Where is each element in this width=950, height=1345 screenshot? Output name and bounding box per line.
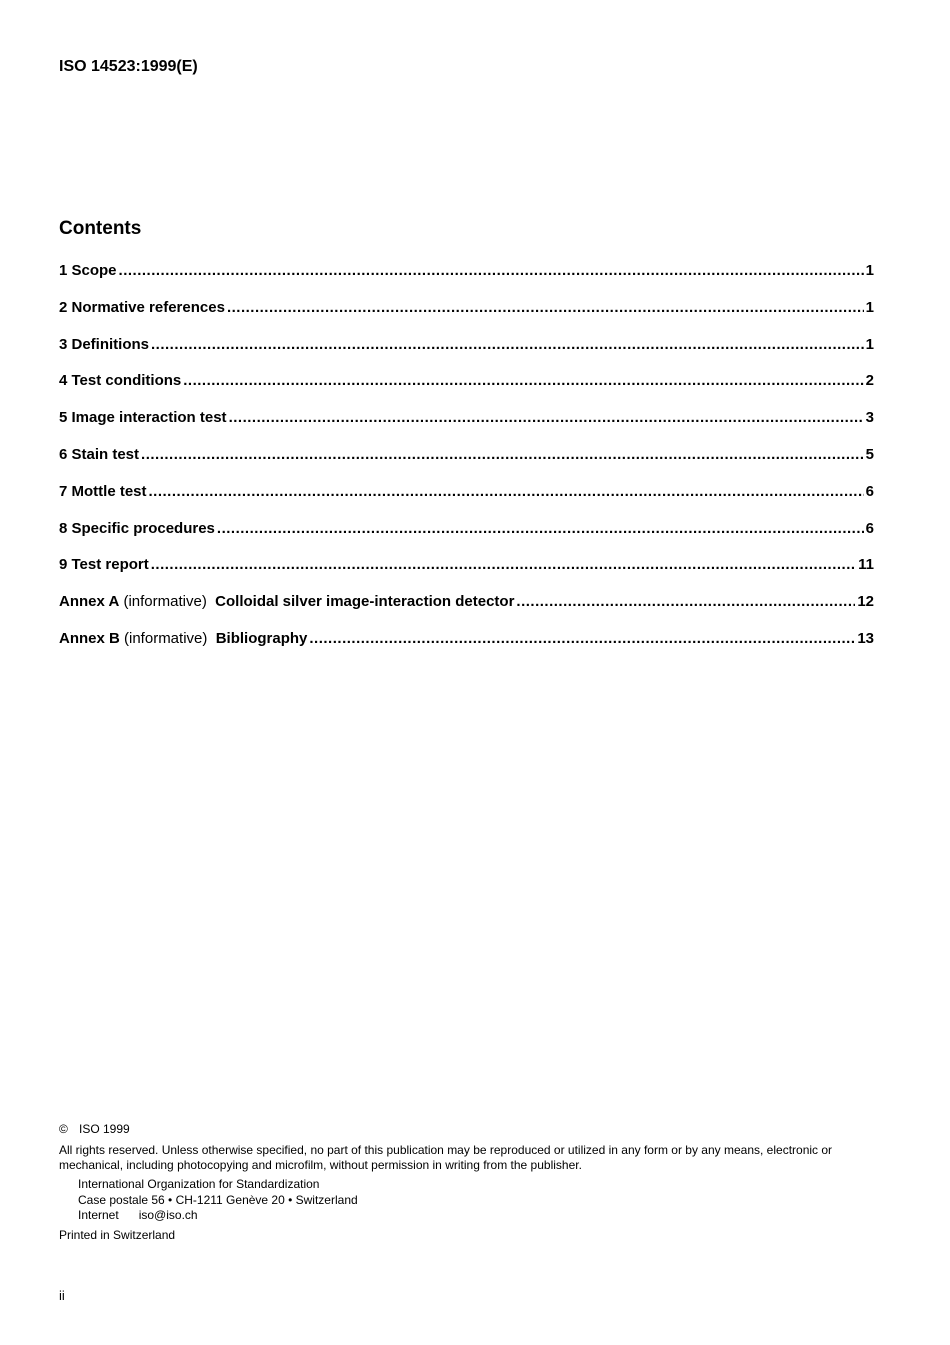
toc-entry-label: 1 Scope — [59, 262, 117, 279]
toc-entry-label: 7 Mottle test — [59, 482, 147, 500]
toc-entry-page: 1 — [865, 298, 874, 316]
toc-entry-page: 3 — [865, 409, 874, 427]
dot-leader — [229, 409, 864, 426]
toc-entry-scope[interactable] — [59, 262, 874, 299]
toc-entry-page: 11 — [858, 556, 874, 574]
annex-name: Annex B — [59, 629, 120, 647]
dot-leader — [183, 372, 863, 389]
dot-leader — [151, 336, 864, 353]
dot-leader — [217, 520, 864, 537]
toc-entry-stain-test[interactable] — [59, 446, 874, 483]
toc-entry-page: 2 — [865, 372, 874, 390]
toc-entry-definitions[interactable] — [59, 336, 874, 373]
postal-address: Case postale 56 • CH-1211 Genève 20 • Switzerland — [78, 1192, 358, 1207]
toc-entry-page: 5 — [865, 445, 874, 463]
toc-entry-page: 1 — [865, 262, 874, 279]
toc-entry-annex-a[interactable] — [59, 593, 874, 630]
toc-entry-mottle-test[interactable] — [59, 483, 874, 520]
copyright-symbol: © — [59, 1122, 68, 1136]
annex-type: (informative) — [123, 593, 207, 611]
internet-label: Internet — [78, 1208, 119, 1222]
toc-entry-page: 12 — [857, 593, 874, 611]
copyright-footer — [59, 1122, 877, 1243]
annex-name: Annex A — [59, 593, 120, 611]
organization-name: International Organization for Standardization — [78, 1177, 320, 1191]
annex-title: Colloidal silver image-interaction detector — [215, 593, 515, 611]
toc-entry-annex-b[interactable] — [59, 630, 874, 667]
toc-entry-label: 6 Stain test — [59, 445, 140, 463]
contents-title: Contents — [59, 218, 142, 239]
toc-entry-label: 2 Normative references — [59, 298, 225, 316]
copyright-line — [59, 1122, 877, 1137]
email-link[interactable]: iso@iso.ch — [138, 1208, 198, 1222]
toc-entry-label: 3 Definitions — [59, 335, 150, 353]
internet-line — [78, 1208, 877, 1224]
page-number: ii — [59, 1288, 65, 1303]
dot-leader — [309, 630, 855, 647]
toc-entry-label: 9 Test report — [59, 556, 149, 574]
toc-entry-image-interaction-test[interactable] — [59, 409, 874, 446]
toc-entry-normative-references[interactable] — [59, 299, 874, 336]
toc-entry-specific-procedures[interactable] — [59, 520, 874, 557]
dot-leader — [151, 556, 856, 573]
copyright-text: ISO 1999 — [79, 1122, 130, 1136]
toc-entry-test-conditions[interactable] — [59, 372, 874, 409]
dot-leader — [516, 593, 855, 610]
annex-type: (informative) — [124, 629, 208, 647]
document-id: ISO 14523:1999(E) — [59, 58, 198, 75]
toc-entry-page: 13 — [857, 629, 874, 647]
dot-leader — [141, 446, 864, 463]
toc-entry-label: 8 Specific procedures — [59, 519, 215, 537]
toc-entry-label: 4 Test conditions — [59, 372, 182, 390]
toc-entry-label: 5 Image interaction test — [59, 409, 227, 427]
table-of-contents — [59, 262, 874, 667]
publisher-address — [59, 1177, 877, 1224]
dot-leader — [149, 483, 864, 500]
dot-leader — [119, 262, 864, 279]
printed-in: Printed in Switzerland — [59, 1227, 176, 1242]
rights-statement: All rights reserved. Unless otherwise specified, no part of this publication may be reproduced or utilized in any form or by any means, electronic or mechanical, including photocopying and microfilm, without permission in writing from the publisher. — [59, 1143, 833, 1172]
dot-leader — [227, 299, 864, 316]
toc-entry-page: 6 — [865, 519, 874, 537]
toc-entry-page: 1 — [865, 335, 874, 353]
toc-entry-test-report[interactable] — [59, 556, 874, 593]
toc-entry-page: 6 — [865, 482, 874, 500]
annex-title: Bibliography — [215, 629, 308, 647]
